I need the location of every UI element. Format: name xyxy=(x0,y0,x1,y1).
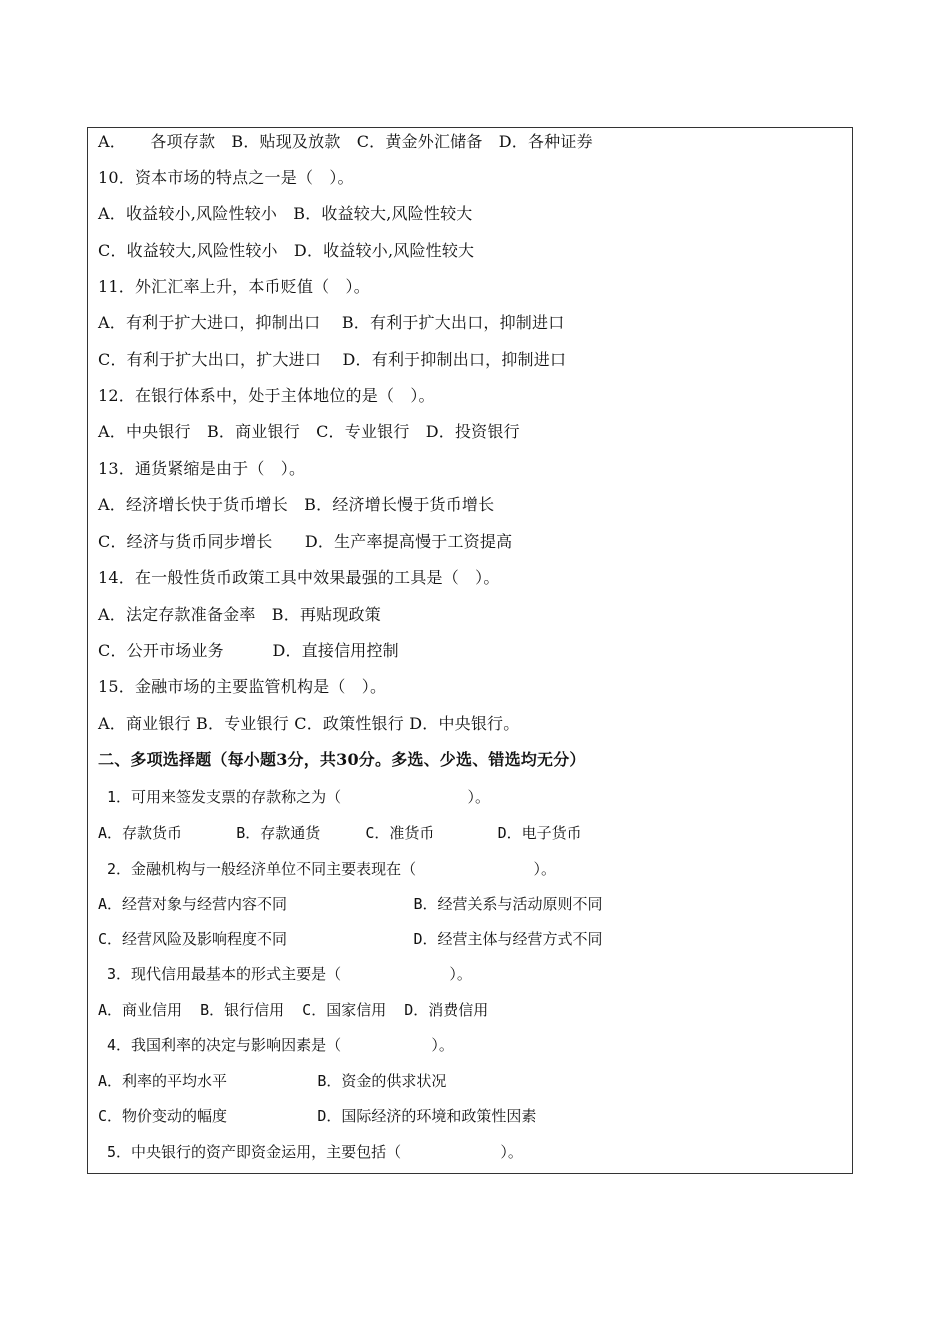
mc-question-3: 3．现代信用最基本的形式主要是（ ）。 xyxy=(98,965,472,983)
mc-option-line-4-ab: A．利率的平均水平 B．资金的供求状况 xyxy=(98,1072,447,1090)
option-line-q13-cd: C．经济与货币同步增长 D．生产率提高慢于工资提高 xyxy=(98,532,513,551)
mc-option-line-4-cd: C．物价变动的幅度 D．国际经济的环境和政策性因素 xyxy=(98,1107,537,1125)
mc-question-2: 2．金融机构与一般经济单位不同主要表现在（ ）。 xyxy=(98,860,556,878)
option-line-q10-ab: A．收益较小,风险性较小 B．收益较大,风险性较大 xyxy=(98,204,473,223)
option-line-q14-ab: A．法定存款准备金率 B．再贴现政策 xyxy=(98,605,381,624)
section-heading-multiple-choice: 二、多项选择题（每小题3分，共30分。多选、少选、错选均无分） xyxy=(98,750,586,769)
option-line-q11-ab: A．有利于扩大进口，抑制出口 B．有利于扩大出口，抑制进口 xyxy=(98,313,565,332)
option-line-q13-ab: A．经济增长快于货币增长 B．经济增长慢于货币增长 xyxy=(98,495,495,514)
mc-option-line-3: A．商业信用 B．银行信用 C．国家信用 D．消费信用 xyxy=(98,1001,489,1019)
option-line-q15: A．商业银行 B．专业银行 C．政策性银行 D．中央银行。 xyxy=(98,714,520,733)
question-12: 12．在银行体系中，处于主体地位的是（ ）。 xyxy=(98,386,435,405)
option-line-q14-cd: C．公开市场业务 D．直接信用控制 xyxy=(98,641,399,660)
option-line-q9: A． 各项存款 B．贴现及放款 C．黄金外汇储备 D．各种证券 xyxy=(98,132,593,151)
question-14: 14．在一般性货币政策工具中效果最强的工具是（ ）。 xyxy=(98,568,500,587)
mc-option-line-1: A．存款货币 B．存款通货 C．准货币 D．电子货币 xyxy=(98,824,582,842)
mc-option-line-2-ab: A．经营对象与经营内容不同 B．经营关系与活动原则不同 xyxy=(98,895,603,913)
option-line-q12: A．中央银行 B．商业银行 C．专业银行 D．投资银行 xyxy=(98,422,520,441)
mc-question-1: 1．可用来签发支票的存款称之为（ ）。 xyxy=(98,788,490,806)
mc-question-5: 5．中央银行的资产即资金运用，主要包括（ ）。 xyxy=(98,1143,523,1161)
exam-content-frame xyxy=(87,127,853,1174)
option-line-q11-cd: C．有利于扩大出口，扩大进口 D．有利于抑制出口，抑制进口 xyxy=(98,350,567,369)
mc-option-line-2-cd: C．经营风险及影响程度不同 D．经营主体与经营方式不同 xyxy=(98,930,603,948)
mc-question-4: 4．我国利率的决定与影响因素是（ ）。 xyxy=(98,1036,454,1054)
option-line-q10-cd: C．收益较大,风险性较小 D．收益较小,风险性较大 xyxy=(98,241,475,260)
question-10: 10．资本市场的特点之一是（ ）。 xyxy=(98,168,354,187)
question-11: 11．外汇汇率上升，本币贬值（ ）。 xyxy=(98,277,370,296)
question-13: 13．通货紧缩是由于（ ）。 xyxy=(98,459,306,478)
question-15: 15．金融市场的主要监管机构是（ ）。 xyxy=(98,677,387,696)
